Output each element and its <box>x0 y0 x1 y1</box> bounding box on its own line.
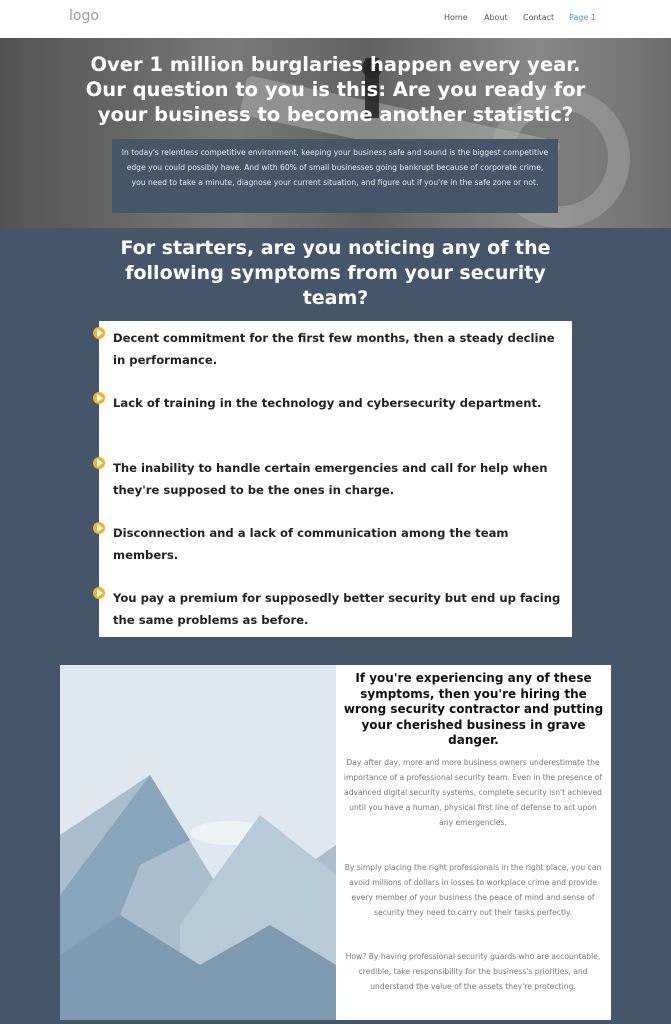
hero-headline: Over 1 million burglaries happen every year. Our question to you is this: Are you ready for your business to become another statistic? <box>85 53 586 126</box>
warning-section <box>60 665 611 1020</box>
symptom-text: Lack of training in the technology and cybersecurity department. <box>113 396 542 410</box>
symptom-text: Decent commitment for the first few months, then a steady decline in performance. <box>113 331 555 367</box>
play-circle-icon <box>93 392 105 404</box>
top-navbar <box>0 0 671 38</box>
list-item <box>99 583 572 633</box>
symptom-text: You pay a premium for supposedly better security but end up facing the same problems as before. <box>113 591 561 627</box>
list-item <box>99 388 572 438</box>
list-item <box>99 453 572 503</box>
mountain-placeholder-image <box>60 665 336 1020</box>
play-circle-icon <box>93 457 105 469</box>
nav-link-about[interactable]: About <box>484 13 508 22</box>
play-circle-icon <box>93 587 105 599</box>
symptoms-list <box>99 321 572 637</box>
play-circle-icon <box>93 522 105 534</box>
warning-heading: If you're experiencing any of these symptoms, then you're hiring the wrong security contractor and putting your cherished business in grave danger. <box>343 671 604 747</box>
warning-paragraph: Day after day, more and more business owners underestimate the importance of a professional security team. Even in the presence of advanced digital security systems, complete security isn't achieved until you have a human, physical first line of defense to act upon any emergencies. <box>343 758 603 827</box>
hero-intro-box <box>112 139 558 213</box>
nav-link-home[interactable]: Home <box>444 13 468 22</box>
site-logo[interactable]: logo <box>69 8 99 24</box>
symptom-text: Disconnection and a lack of communication among the team members. <box>113 526 509 562</box>
list-item <box>99 518 572 568</box>
hero-intro-text: In today's relentless competitive environment, keeping your business safe and sound is the biggest competitive edge you could possibly have. And with 60% of small businesses going bankrupt because of corporate crime, you need to take a minute, diagnose your current situation, and figure out if you're in the safe zone or not. <box>121 148 549 187</box>
warning-paragraph: By simply placing the right professionals in the right place, you can avoid millions of dollars in losses to workplace crime and provide every member of your business the peace of mind and sense of security they need to carry out their tasks perfectly. <box>344 863 602 917</box>
play-circle-icon <box>93 327 105 339</box>
symptoms-heading: For starters, are you noticing any of the following symptoms from your security team? <box>120 237 551 309</box>
symptom-text: The inability to handle certain emergencies and call for help when they're supposed to be the ones in charge. <box>113 461 548 497</box>
hero-section <box>0 38 671 228</box>
list-item <box>99 323 572 373</box>
warning-paragraph: How? By having professional security guards who are accountable, credible, take responsibility for the business's priorities, and understand the value of the assets they're protecting. <box>345 952 601 991</box>
nav-link-contact[interactable]: Contact <box>523 13 555 22</box>
nav-link-page-1[interactable]: Page 1 <box>569 13 596 22</box>
